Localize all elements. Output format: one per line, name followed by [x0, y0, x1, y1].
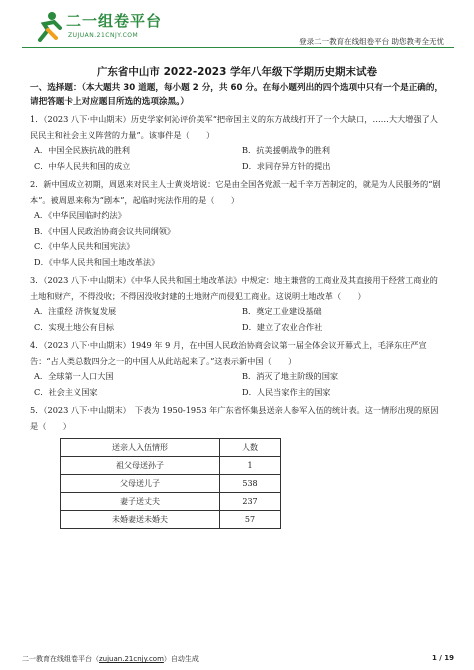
option-c: C．社会主义国家 — [34, 386, 98, 397]
option-a: A．注重经 济恢复发展 — [34, 306, 117, 316]
option-c: C．中华人民共和国的成立 — [34, 160, 131, 171]
section-heading: 一、选择题：（本大题共 30 道题，每小题 2 分，共 60 分。在每小题列出的四个选项中只有一个是正确的，请把答题卡上对应题目所选的选项涂黑。） — [30, 83, 444, 107]
footer-prefix: 二一教育在线组卷平台（ — [22, 655, 99, 663]
option-c: C．实现土地公有目标 — [34, 321, 114, 332]
table-cell: 1 — [220, 457, 281, 475]
brand-url: ZUJUAN.21CNJY.COM — [68, 32, 139, 39]
option-b: B．抗美援朝战争的胜利 — [242, 145, 330, 155]
table-header-cell: 人数 — [220, 439, 281, 457]
table-cell: 父母送儿子 — [61, 475, 220, 493]
header-slogan: 登录二一教育在线组卷平台 助您教考全无忧 — [299, 37, 444, 46]
table-cell: 538 — [220, 475, 281, 493]
table-row — [61, 493, 281, 511]
page-header — [22, 6, 454, 46]
option-a: A．全球第一人口大国 — [34, 371, 114, 381]
runner-logo-icon — [34, 10, 64, 44]
header-divider — [22, 47, 454, 48]
option-c: C．《中华人民共和国宪法》 — [34, 241, 135, 251]
table-header-row — [61, 439, 281, 457]
table-cell: 未婚妻送未婚夫 — [61, 511, 220, 529]
footer-link[interactable]: zujuan.21cnjy.com — [99, 655, 164, 663]
page-number: 1 / 19 — [431, 654, 454, 662]
question-3 — [30, 273, 446, 335]
option-d: D．《中华人民共和国土地改革法》 — [34, 256, 160, 267]
enlistment-table — [60, 438, 281, 529]
option-a: A．《中华民国临时约法》 — [34, 210, 126, 220]
paper-content — [30, 82, 446, 529]
table-cell: 237 — [220, 493, 281, 511]
question-5 — [30, 403, 446, 529]
brand-name: 二一组卷平台 — [66, 12, 163, 30]
table-cell: 妻子送丈夫 — [61, 493, 220, 511]
footer-suffix: ）自动生成 — [163, 655, 199, 663]
table-cell: 祖父母送孙子 — [61, 457, 220, 475]
table-row — [61, 511, 281, 529]
site-logo[interactable] — [34, 8, 184, 46]
table-row — [61, 475, 281, 493]
question-stem: 5．（2023 八下·中山期末） 下表为 1950-1953 年广东省怀集县送亲人参军入伍的统计表。这一情形出现的原因是（ ） — [30, 405, 439, 431]
question-stem: 2．新中国成立初期，周恩来对民主人士黄炎培说：它是由全国各党派一起千辛万苦制定的，就是为人民服务的“剧本”。被周恩来称为“剧本”，起临时宪法作用的是（ ） — [30, 179, 441, 205]
page-footer — [22, 654, 454, 664]
table-row — [61, 457, 281, 475]
option-b: B．奠定工业建设基础 — [242, 306, 322, 316]
question-stem: 1．（2023 八下·中山期末）历史学家何沁评价美军“把帝国主义的东方战线打开了一个大缺口，……大大增强了人民民主和社会主义阵营的力量”。该事件是（ ） — [30, 114, 438, 140]
option-d: D．人民当家作主的国家 — [242, 386, 331, 397]
option-a: A．中国全民族抗战的胜利 — [34, 145, 130, 155]
question-stem: 3．（2023 八下·中山期末）《中华人民共和国土地改革法》中规定：地主兼营的工商业及其直接用于经营工商业的土地和财产，不得没收；不得因没收封建的土地财产而侵犯工商业。这说明土地改革（ ） — [30, 275, 438, 301]
table-header-cell: 送亲人入伍情形 — [61, 439, 220, 457]
option-b: B．《中国人民政治协商会议共同纲领》 — [34, 225, 176, 236]
paper-title: 广东省中山市 2022-2023 学年八年级下学期历史期末试卷 — [96, 66, 378, 78]
question-4 — [30, 338, 446, 400]
option-d: D．求同存异方针的提出 — [242, 160, 331, 171]
question-stem: 4．（2023 八下·中山期末）1949 年 9 月，在中国人民政治协商会议第一届全体会议开幕式上，毛泽东庄严宣告：“占人类总数四分之一的中国人从此站起来了。”这表示新中国（ ） — [30, 340, 427, 366]
table-cell: 57 — [220, 511, 281, 529]
option-b: B．消灭了地主阶级的国家 — [242, 371, 339, 381]
question-1 — [30, 112, 446, 174]
option-d: D．建立了农业合作社 — [242, 321, 323, 332]
question-2 — [30, 177, 446, 270]
